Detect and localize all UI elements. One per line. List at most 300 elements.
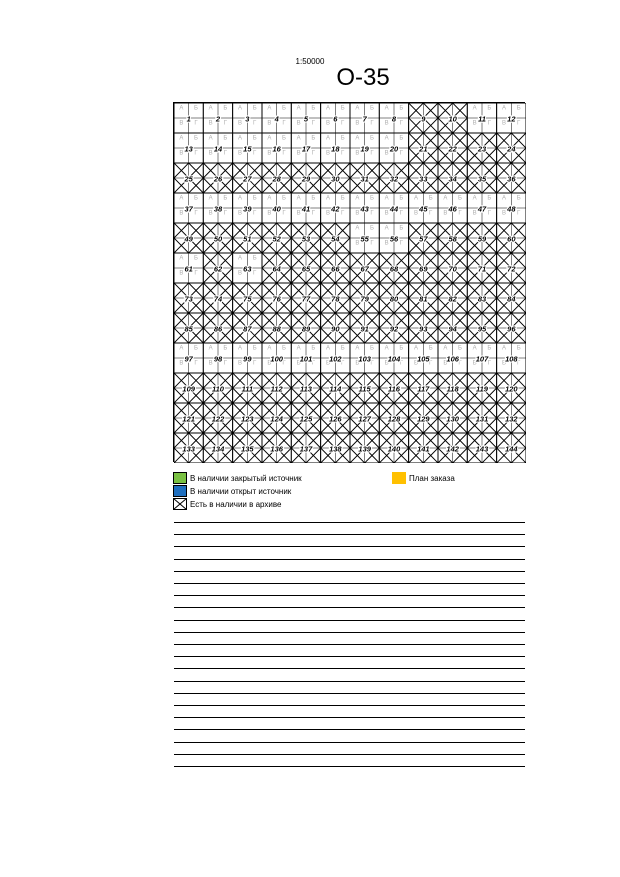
quadrant-label: В (384, 240, 389, 247)
sheet-cell-61[interactable] (174, 253, 203, 283)
quadrant-label: Б (282, 195, 286, 202)
quadrant-label: А (325, 135, 331, 142)
quadrant-label: Б (399, 225, 404, 232)
quadrant-label: А (501, 195, 507, 202)
sheet-number: 14 (213, 144, 223, 154)
sheet-cell-85[interactable] (174, 313, 203, 343)
sheet-cell-109[interactable] (174, 373, 203, 403)
quadrant-label: Г (223, 150, 227, 157)
sheet-cell-87[interactable] (233, 313, 262, 343)
quadrant-label: Г (517, 360, 521, 367)
note-line (174, 754, 525, 755)
sheet-cell-131[interactable] (467, 403, 496, 433)
sheet-cell-42[interactable] (321, 193, 350, 223)
sheet-cell-83[interactable] (467, 283, 496, 313)
sheet-cell-141[interactable] (409, 433, 438, 463)
quadrant-label: Г (341, 210, 345, 217)
quadrant-label: Г (194, 360, 198, 367)
sheet-cell-20[interactable] (379, 133, 408, 163)
note-line (174, 717, 525, 718)
quadrant-label: А (472, 195, 477, 202)
quadrant-label: Г (282, 150, 286, 157)
sheet-cell-81[interactable] (409, 283, 438, 313)
sheet-cell-7[interactable] (350, 103, 379, 133)
sheet-cell-6[interactable] (321, 103, 350, 133)
sheet-cell-138[interactable] (321, 433, 350, 463)
sheet-number: 8 (391, 114, 397, 124)
sheet-cell-29[interactable] (291, 163, 320, 193)
quadrant-label: А (384, 135, 389, 142)
quadrant-label: Б (399, 195, 404, 202)
sheet-number: 20 (389, 144, 399, 154)
sheet-cell-14[interactable] (203, 133, 232, 163)
quadrant-label: В (413, 210, 419, 217)
sheet-number: 119 (476, 384, 488, 394)
sheet-number: 143 (475, 444, 489, 454)
quadrant-label: В (208, 210, 213, 217)
sheet-cell-32[interactable] (379, 163, 408, 193)
quadrant-label: Г (194, 120, 198, 127)
sheet-cell-111[interactable] (233, 373, 262, 403)
sheet-cell-103[interactable] (350, 343, 379, 373)
sheet-cell-45[interactable] (409, 193, 438, 223)
sheet-cell-37[interactable] (174, 193, 203, 223)
sheet-cell-142[interactable] (438, 433, 467, 463)
sheet-cell-107[interactable] (467, 343, 496, 373)
sheet-number: 12 (507, 114, 516, 124)
sheet-cell-24[interactable] (497, 133, 526, 163)
quadrant-label: Г (282, 120, 286, 127)
sheet-number: 123 (241, 414, 254, 424)
sheet-cell-99[interactable] (233, 343, 262, 373)
sheet-cell-13[interactable] (174, 133, 203, 163)
sheet-cell-93[interactable] (409, 313, 438, 343)
sheet-number: 121 (182, 414, 195, 424)
quadrant-label: В (179, 150, 184, 157)
quadrant-label: В (208, 360, 213, 367)
sheet-number: 50 (213, 234, 223, 244)
quadrant-label: А (267, 345, 272, 352)
sheet-number: 142 (446, 444, 459, 454)
sheet-number: 87 (243, 324, 252, 334)
sheet-cell-33[interactable] (409, 163, 438, 193)
note-line (174, 620, 525, 621)
sheet-cell-64[interactable] (262, 253, 291, 283)
sheet-cell-133[interactable] (174, 433, 203, 463)
quadrant-label: В (355, 360, 360, 367)
sheet-cell-97[interactable] (174, 343, 203, 373)
sheet-cell-41[interactable] (291, 193, 320, 223)
sheet-number: 59 (477, 234, 487, 244)
sheet-cell-58[interactable] (438, 223, 467, 253)
sheet-cell-90[interactable] (321, 313, 350, 343)
sheet-number: 68 (389, 264, 399, 274)
sheet-cell-123[interactable] (233, 403, 262, 433)
sheet-cell-110[interactable] (203, 373, 232, 403)
sheet-cell-74[interactable] (203, 283, 232, 313)
sheet-cell-78[interactable] (321, 283, 350, 313)
note-line (174, 522, 525, 523)
sheet-cell-72[interactable] (497, 253, 526, 283)
quadrant-label: В (296, 210, 301, 217)
quadrant-label: А (208, 345, 213, 352)
sheet-cell-98[interactable] (203, 343, 232, 373)
sheet-number: 81 (419, 294, 428, 304)
quadrant-label: Б (252, 195, 257, 202)
quadrant-label: В (296, 360, 301, 367)
sheet-cell-9[interactable] (409, 103, 438, 133)
sheet-number: 131 (475, 414, 489, 424)
quadrant-label: Г (517, 210, 521, 217)
quadrant-label: В (325, 120, 331, 127)
quadrant-label: А (208, 105, 213, 112)
sheet-cell-51[interactable] (233, 223, 262, 253)
sheet-cell-84[interactable] (497, 283, 526, 313)
sheet-cell-76[interactable] (262, 283, 291, 313)
sheet-cell-116[interactable] (379, 373, 408, 403)
note-line (174, 546, 525, 547)
sheet-cell-128[interactable] (379, 403, 408, 433)
quadrant-label: В (384, 210, 389, 217)
sheet-cell-39[interactable] (233, 193, 262, 223)
sheet-number: 28 (272, 174, 281, 184)
sheet-number: 90 (331, 324, 340, 334)
quadrant-label: А (384, 225, 389, 232)
quadrant-label: А (355, 225, 360, 232)
sheet-cell-26[interactable] (203, 163, 232, 193)
sheet-cell-95[interactable] (467, 313, 496, 343)
legend-closed-source (173, 472, 302, 484)
sheet-number: 47 (477, 204, 487, 214)
sheet-cell-112[interactable] (262, 373, 291, 403)
sheet-cell-96[interactable] (497, 313, 526, 343)
sheet-cell-113[interactable] (291, 373, 320, 403)
quadrant-label: А (443, 195, 448, 202)
sheet-cell-132[interactable] (497, 403, 526, 433)
quadrant-label: Г (487, 360, 491, 367)
quadrant-label: В (179, 120, 184, 127)
sheet-number: 116 (388, 384, 400, 394)
quadrant-label: Б (458, 195, 462, 202)
quadrant-label: Б (370, 225, 374, 232)
quadrant-label: Б (487, 345, 492, 352)
quadrant-label: В (384, 150, 389, 157)
grid-canvas (174, 103, 526, 463)
sheet-cell-139[interactable] (350, 433, 379, 463)
sheet-number: 98 (213, 354, 223, 364)
sheet-cell-125[interactable] (291, 403, 320, 433)
sheet-cell-129[interactable] (409, 403, 438, 433)
sheet-cell-117[interactable] (409, 373, 438, 403)
quadrant-label: В (355, 150, 360, 157)
sheet-cell-52[interactable] (262, 223, 291, 253)
quadrant-label: Б (370, 105, 374, 112)
quadrant-label: А (413, 345, 419, 352)
sheet-cell-68[interactable] (379, 253, 408, 283)
sheet-cell-63[interactable] (233, 253, 262, 283)
quadrant-label: А (237, 255, 243, 262)
sheet-number: 49 (184, 234, 193, 244)
quadrant-label: А (296, 345, 301, 352)
note-line (174, 583, 525, 584)
sheet-cell-86[interactable] (203, 313, 232, 343)
legend-order-plan-label: План заказа (409, 473, 455, 483)
sheet-number: 109 (182, 384, 195, 394)
sheet-cell-119[interactable] (467, 373, 496, 403)
quadrant-label: А (472, 345, 477, 352)
quadrant-label: Г (487, 210, 491, 217)
sheet-cell-30[interactable] (321, 163, 350, 193)
sheet-cell-62[interactable] (203, 253, 232, 283)
quadrant-label: Б (252, 135, 257, 142)
sheet-cell-57[interactable] (409, 223, 438, 253)
sheet-cell-4[interactable] (262, 103, 291, 133)
sheet-number: 60 (507, 234, 516, 244)
sheet-cell-127[interactable] (350, 403, 379, 433)
sheet-number: 2 (215, 114, 221, 124)
quadrant-label: В (237, 360, 243, 367)
quadrant-label: Г (370, 150, 374, 157)
sheet-cell-126[interactable] (321, 403, 350, 433)
sheet-cell-67[interactable] (350, 253, 379, 283)
sheet-cell-16[interactable] (262, 133, 291, 163)
note-line (174, 534, 525, 535)
quadrant-label: Г (253, 360, 257, 367)
sheet-cell-50[interactable] (203, 223, 232, 253)
sheet-cell-47[interactable] (467, 193, 496, 223)
sheet-cell-3[interactable] (233, 103, 262, 133)
sheet-number: 144 (505, 444, 518, 454)
quadrant-label: А (355, 135, 360, 142)
sheet-cell-11[interactable] (467, 103, 496, 133)
sheet-number: 75 (243, 294, 252, 304)
sheet-cell-15[interactable] (233, 133, 262, 163)
sheet-cell-65[interactable] (291, 253, 320, 283)
sheet-cell-80[interactable] (379, 283, 408, 313)
quadrant-label: Б (399, 135, 404, 142)
sheet-number: 19 (360, 144, 369, 154)
sheet-number: 65 (301, 264, 311, 274)
sheet-cell-18[interactable] (321, 133, 350, 163)
sheet-cell-22[interactable] (438, 133, 467, 163)
sheet-cell-88[interactable] (262, 313, 291, 343)
sheet-cell-70[interactable] (438, 253, 467, 283)
blue-swatch-icon (173, 485, 187, 497)
sheet-cell-130[interactable] (438, 403, 467, 433)
sheet-cell-44[interactable] (379, 193, 408, 223)
sheet-number: 26 (213, 174, 223, 184)
quadrant-label: В (179, 210, 184, 217)
sheet-number: 120 (505, 384, 518, 394)
sheet-number: 71 (477, 264, 487, 274)
sheet-cell-60[interactable] (497, 223, 526, 253)
legend-archive (173, 498, 281, 510)
sheet-cell-92[interactable] (379, 313, 408, 343)
quadrant-label: Г (253, 120, 257, 127)
sheet-number: 62 (213, 264, 223, 274)
quadrant-label: В (355, 210, 360, 217)
green-swatch-icon (173, 472, 187, 484)
quadrant-label: Г (517, 120, 521, 127)
quadrant-label: Г (399, 150, 403, 157)
sheet-number: 122 (211, 414, 225, 424)
sheet-cell-5[interactable] (291, 103, 320, 133)
sheet-cell-121[interactable] (174, 403, 203, 433)
sheet-cell-21[interactable] (409, 133, 438, 163)
quadrant-label: В (237, 210, 243, 217)
quadrant-label: Б (399, 105, 404, 112)
quadrant-label: В (179, 270, 184, 277)
legend-open-source (173, 485, 291, 497)
sheet-cell-19[interactable] (350, 133, 379, 163)
sheet-number: 7 (362, 114, 367, 124)
quadrant-label: Б (370, 345, 374, 352)
sheet-cell-102[interactable] (321, 343, 350, 373)
quadrant-label: В (296, 120, 301, 127)
sheet-cell-108[interactable] (497, 343, 526, 373)
sheet-cell-35[interactable] (467, 163, 496, 193)
sheet-cell-34[interactable] (438, 163, 467, 193)
note-line (174, 571, 525, 572)
quadrant-label: Б (340, 105, 345, 112)
sheet-cell-136[interactable] (262, 433, 291, 463)
sheet-cell-66[interactable] (321, 253, 350, 283)
sheet-number: 1 (186, 114, 191, 124)
quadrant-label: А (325, 105, 331, 112)
quadrant-label: А (384, 105, 389, 112)
sheet-cell-114[interactable] (321, 373, 350, 403)
sheet-cell-91[interactable] (350, 313, 379, 343)
sheet-number: 13 (184, 144, 193, 154)
sheet-cell-140[interactable] (379, 433, 408, 463)
sheet-cell-100[interactable] (262, 343, 291, 373)
sheet-number: 53 (301, 234, 311, 244)
sheet-number: 9 (421, 114, 426, 124)
sheet-cell-23[interactable] (467, 133, 496, 163)
quadrant-label: А (355, 195, 360, 202)
quadrant-label: Б (340, 345, 345, 352)
sheet-cell-12[interactable] (497, 103, 526, 133)
sheet-cell-143[interactable] (467, 433, 496, 463)
sheet-number: 92 (389, 324, 399, 334)
sheet-number: 55 (360, 234, 369, 244)
quadrant-label: А (384, 195, 389, 202)
quadrant-label: Б (340, 195, 345, 202)
sheet-number: 117 (417, 384, 430, 394)
note-line (174, 607, 525, 608)
sheet-cell-122[interactable] (203, 403, 232, 433)
quadrant-label: Б (487, 105, 492, 112)
sheet-number: 97 (184, 354, 193, 364)
sheet-cell-49[interactable] (174, 223, 203, 253)
quadrant-label: А (325, 195, 331, 202)
sheet-cell-120[interactable] (497, 373, 526, 403)
quadrant-label: Г (223, 210, 227, 217)
sheet-number: 21 (419, 144, 428, 154)
sheet-number: 76 (272, 294, 281, 304)
sheet-cell-71[interactable] (467, 253, 496, 283)
quadrant-label: Г (399, 120, 403, 127)
sheet-cell-94[interactable] (438, 313, 467, 343)
sheet-number: 51 (243, 234, 252, 244)
sheet-cell-17[interactable] (291, 133, 320, 163)
sheet-number: 107 (475, 354, 489, 364)
sheet-cell-75[interactable] (233, 283, 262, 313)
sheet-cell-36[interactable] (497, 163, 526, 193)
sheet-cell-82[interactable] (438, 283, 467, 313)
note-line (174, 559, 525, 560)
quadrant-label: Г (341, 150, 345, 157)
quadrant-label: А (267, 105, 272, 112)
sheet-number: 31 (360, 174, 369, 184)
sheet-number: 17 (301, 144, 311, 154)
sheet-cell-25[interactable] (174, 163, 203, 193)
sheet-cell-104[interactable] (379, 343, 408, 373)
sheet-cell-73[interactable] (174, 283, 203, 313)
sheet-cell-48[interactable] (497, 193, 526, 223)
note-line (174, 742, 525, 743)
sheet-number: 128 (387, 414, 401, 424)
sheet-cell-134[interactable] (203, 433, 232, 463)
sheet-number: 85 (184, 324, 193, 334)
sheet-cell-101[interactable] (291, 343, 320, 373)
sheet-number: 126 (329, 414, 342, 424)
sheet-cell-43[interactable] (350, 193, 379, 223)
sheet-cell-69[interactable] (409, 253, 438, 283)
quadrant-label: В (325, 360, 331, 367)
sheet-cell-144[interactable] (497, 433, 526, 463)
quadrant-label: Г (487, 120, 491, 127)
sheet-cell-31[interactable] (350, 163, 379, 193)
sheet-cell-89[interactable] (291, 313, 320, 343)
legend-open-source-label: В наличии открыт источник (190, 486, 292, 496)
sheet-cell-54[interactable] (321, 223, 350, 253)
sheet-cell-135[interactable] (233, 433, 262, 463)
sheet-cell-124[interactable] (262, 403, 291, 433)
sheet-cell-115[interactable] (350, 373, 379, 403)
sheet-cell-38[interactable] (203, 193, 232, 223)
sheet-cell-1[interactable] (174, 103, 203, 133)
sheet-cell-77[interactable] (291, 283, 320, 313)
quadrant-label: Г (194, 210, 198, 217)
sheet-cell-10[interactable] (438, 103, 467, 133)
sheet-cell-40[interactable] (262, 193, 291, 223)
quadrant-label: Г (282, 360, 286, 367)
sheet-cell-106[interactable] (438, 343, 467, 373)
sheet-cell-53[interactable] (291, 223, 320, 253)
sheet-number: 73 (184, 294, 193, 304)
sheet-cell-79[interactable] (350, 283, 379, 313)
quadrant-label: В (267, 120, 272, 127)
sheet-cell-27[interactable] (233, 163, 262, 193)
sheet-cell-56[interactable] (379, 223, 408, 253)
sheet-cell-46[interactable] (438, 193, 467, 223)
sheet-cell-137[interactable] (291, 433, 320, 463)
sheet-cell-2[interactable] (203, 103, 232, 133)
sheet-cell-55[interactable] (350, 223, 379, 253)
quadrant-label: В (443, 210, 448, 217)
sheet-cell-59[interactable] (467, 223, 496, 253)
sheet-cell-118[interactable] (438, 373, 467, 403)
sheet-number: 80 (389, 294, 399, 304)
sheet-cell-28[interactable] (262, 163, 291, 193)
sheet-number: 101 (299, 354, 313, 364)
quadrant-label: Г (311, 210, 315, 217)
sheet-cell-8[interactable] (379, 103, 408, 133)
sheet-cell-105[interactable] (409, 343, 438, 373)
quadrant-label: А (179, 135, 184, 142)
quadrant-label: Г (341, 120, 345, 127)
